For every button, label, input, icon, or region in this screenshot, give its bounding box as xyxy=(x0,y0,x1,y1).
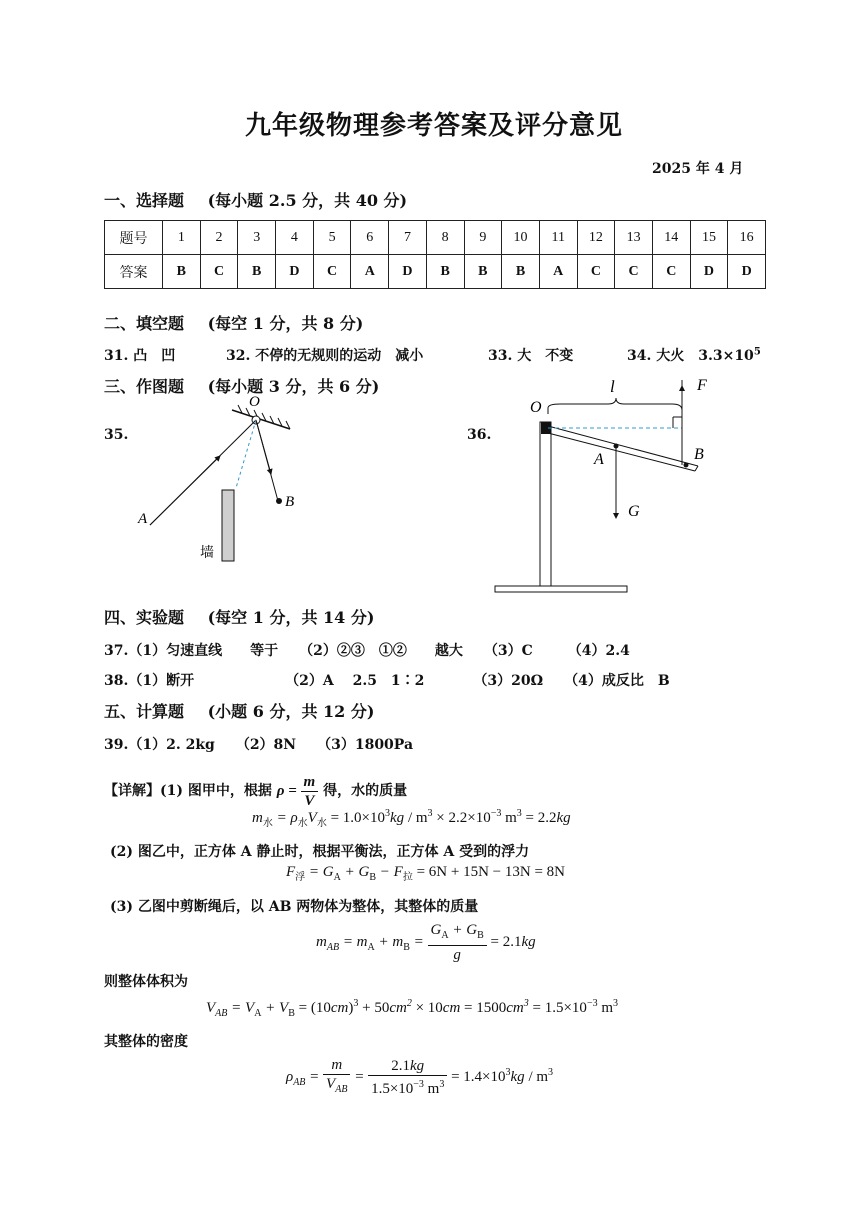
page-title: 九年级物理参考答案及评分意见 xyxy=(244,111,623,141)
answer-cell: D xyxy=(276,255,314,289)
density-intro: 其整体的密度 xyxy=(104,1034,188,1050)
density-formula: ρ = $\frac{m}{V}$ xyxy=(277,783,318,799)
lever-end xyxy=(695,466,698,471)
answer-cell: D xyxy=(728,255,766,289)
row-label-question: 题号 xyxy=(105,221,163,255)
section2-heading xyxy=(104,311,363,334)
volume-intro: 则整体体积为 xyxy=(104,974,188,990)
detail-step2: (2) 图乙中，正方体 A 静止时，根据平衡法，正方体 A 受到的浮力 xyxy=(110,844,530,860)
answer-34-exponent: 5 xyxy=(753,346,761,358)
force-arm-brace xyxy=(548,398,682,414)
section3-title: 三、作图题 xyxy=(104,377,185,396)
section4-heading xyxy=(104,605,374,628)
lever-bottom-edge xyxy=(548,433,695,471)
question-number-cell: 4 xyxy=(276,221,314,255)
figure-35-reflection xyxy=(130,395,310,575)
answer-37: 37.（1）匀速直线 等于 （2）②③ ①② 越大 （3）C （4）2.4 xyxy=(104,643,630,659)
question-number-cell: 8 xyxy=(426,221,464,255)
question-number-cell: 2 xyxy=(200,221,238,255)
label-o: O xyxy=(530,399,542,416)
question-35-label: 35. xyxy=(104,427,129,443)
stand-base xyxy=(495,586,627,592)
buoyancy-equation: $F_浮 = G_A + G_B - F_拉 = 6N + 15N - 13N = 8N$ xyxy=(286,864,565,883)
label-f: F xyxy=(697,377,707,394)
lever-top-edge xyxy=(548,426,698,466)
label-b: B xyxy=(285,494,295,510)
section2-title: 二、填空题 xyxy=(104,314,185,333)
answer-cell: C xyxy=(313,255,351,289)
question-number-cell: 6 xyxy=(351,221,389,255)
question-number-cell: 12 xyxy=(577,221,615,255)
date: 2025 年 4 月 xyxy=(652,161,744,177)
question-number-cell: 5 xyxy=(313,221,351,255)
question-number-cell: 14 xyxy=(652,221,690,255)
label-a: A xyxy=(594,451,604,468)
answer-cell: C xyxy=(652,255,690,289)
label-a: A xyxy=(138,511,148,527)
section1-note: (每小题 2.5 分，共 40 分) xyxy=(207,191,408,210)
question-number-row xyxy=(105,221,766,255)
section3-heading xyxy=(104,374,379,397)
reflected-ray-arrow xyxy=(256,420,271,474)
question-number-cell: 10 xyxy=(502,221,540,255)
question-number-cell: 3 xyxy=(238,221,276,255)
answer-cell: B xyxy=(464,255,502,289)
answer-cell: C xyxy=(200,255,238,289)
question-number-cell: 16 xyxy=(728,221,766,255)
label-b: B xyxy=(694,446,704,463)
answer-33: 33. 大 不变 xyxy=(488,348,574,364)
answer-cell: D xyxy=(690,255,728,289)
question-number-cell: 7 xyxy=(389,221,427,255)
answer-table xyxy=(104,220,766,289)
detail-suffix: 得，水的质量 xyxy=(323,782,408,799)
question-36-label: 36. xyxy=(467,427,492,443)
question-number-cell: 13 xyxy=(615,221,653,255)
label-g: G xyxy=(628,503,640,520)
point-b-dot xyxy=(276,498,282,504)
answer-34 xyxy=(627,345,761,365)
answer-cell: C xyxy=(577,255,615,289)
question-number-cell: 1 xyxy=(163,221,201,255)
section1-title: 一、选择题 xyxy=(104,191,185,210)
water-mass-equation: $m_水 = \rho_水V_水 = 1.0\times 10^3kg / m^3 \times 2.2\times 10^{-3}$ $m^3 = 2.2kg$ xyxy=(252,808,571,829)
answer-cell: B xyxy=(426,255,464,289)
label-wall: 墙 xyxy=(200,545,214,561)
answer-cell: D xyxy=(389,255,427,289)
section2-note: (每空 1 分，共 8 分) xyxy=(207,314,364,333)
question-number-cell: 11 xyxy=(539,221,577,255)
answer-cell: B xyxy=(238,255,276,289)
question-number-cell: 9 xyxy=(464,221,502,255)
answer-cell: B xyxy=(163,255,201,289)
answer-cell: C xyxy=(615,255,653,289)
label-o: O xyxy=(249,395,260,410)
section4-note: (每空 1 分，共 14 分) xyxy=(207,608,375,627)
wall xyxy=(222,490,234,561)
mirror-surface xyxy=(232,405,290,429)
incident-ray-arrow xyxy=(150,456,220,525)
row-label-answer: 答案 xyxy=(105,255,163,289)
answer-cell: B xyxy=(502,255,540,289)
section1-heading xyxy=(104,188,407,211)
answer-cell: A xyxy=(539,255,577,289)
answer-row xyxy=(105,255,766,289)
answer-31: 31. 凸 凹 xyxy=(104,348,176,364)
question-number-cell: 15 xyxy=(690,221,728,255)
section4-title: 四、实验题 xyxy=(104,608,185,627)
detail-prefix: 【详解】(1) 图甲中，根据 xyxy=(104,782,272,799)
answer-38: 38.（1）断开 （2）A 2.5 1∶2 （3）20Ω （4）成反比 B xyxy=(104,673,670,689)
label-l: l xyxy=(610,377,615,396)
point-b-dot xyxy=(684,463,689,468)
section5-note: (小题 6 分，共 12 分) xyxy=(207,702,375,721)
section5-heading xyxy=(104,699,374,722)
figure-36-lever xyxy=(490,370,720,600)
detail-step1 xyxy=(104,773,407,810)
stand-pole xyxy=(540,422,551,586)
answer-32: 32. 不停的无规则的运动 减小 xyxy=(226,348,424,364)
answer-34-text: 34. 大火 3.3×10 xyxy=(627,348,754,364)
density-equation: $\rho_{AB}$ = $\frac{m}{V_{AB}}$ = $\frac{2.1kg}{1.5\times 10^{-3} m^3}$ = $1.4\times 10^3kg / m^3$ xyxy=(286,1057,554,1097)
answer-cell: A xyxy=(351,255,389,289)
section3-note: (每小题 3 分，共 6 分) xyxy=(207,377,380,396)
total-mass-equation: $m_{AB} = m_A + m_B$ = $\frac{G_A + G_B}{g}$ = 2.1kg xyxy=(316,922,536,963)
answer-39: 39.（1）2. 2kg （2）8N （3）1800Pa xyxy=(104,737,414,753)
section5-title: 五、计算题 xyxy=(104,702,185,721)
total-volume-equation: $V_{AB} = V_A + V_B = (10cm)^3 + 50cm^2 \times 10cm = 1500cm^3 = 1.5\times 10^{-3}$ $m^3$ xyxy=(206,998,618,1019)
right-angle-mark xyxy=(673,417,682,428)
detail-step3: (3) 乙图中剪断绳后，以 AB 两物体为整体，其整体的质量 xyxy=(110,899,479,915)
